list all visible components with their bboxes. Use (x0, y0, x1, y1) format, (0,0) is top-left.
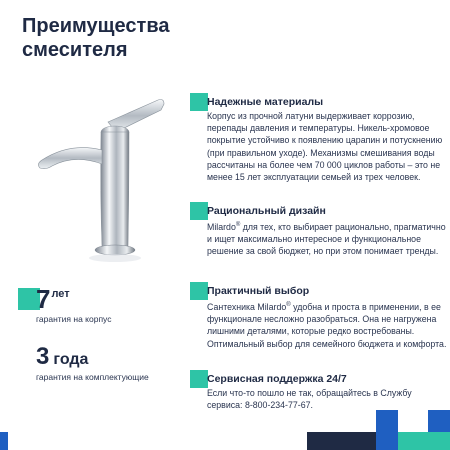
warranty-parts-item (18, 342, 178, 386)
feature-title: Надежные материалы (207, 96, 324, 108)
warranty-number: 7 (36, 284, 51, 314)
warranty-description: гарантия на корпус (36, 314, 112, 324)
feature-body-brand: Milardo (207, 221, 236, 232)
feature-title: Рациональный дизайн (207, 205, 326, 217)
page-title-line-1: Преимущества (22, 15, 170, 37)
page-title-line-2: смесителя (22, 39, 128, 61)
warranty-number: 3 (36, 343, 50, 370)
accent-square-icon (190, 202, 208, 220)
registered-mark: ® (235, 222, 241, 228)
accent-square-icon (190, 93, 208, 111)
warranty-description: гарантия на комплектующие (36, 372, 149, 382)
accent-square-icon (190, 282, 208, 300)
feature-title: Сервисная поддержка 24/7 (207, 373, 347, 385)
decor-block (376, 410, 398, 450)
decor-block (398, 432, 450, 450)
faucet-icon (30, 82, 170, 267)
feature-body: Если что-то пошло не так, обращайтесь в Службу сервиса: 8-800-234-77-67. (207, 388, 412, 411)
decor-block (0, 432, 8, 450)
accent-square-icon (190, 370, 208, 388)
warranty-value (36, 284, 70, 314)
page-title (22, 14, 169, 62)
registered-mark: ® (286, 302, 291, 308)
warranty-body-item (18, 284, 178, 328)
feature-body: Корпус из прочной латуни выдерживает коррозию, перепады давления и температуры. Никель-хромовое покрытие устойчиво к появлению царапин и потускнению (при правильном уходе). Механизмы смешивания воды рассчитаны на более чем 70 000 циклов работы – это не менее 15 лет эксплуатации семьей из трех человек. (207, 111, 443, 183)
warranty-value (36, 342, 88, 375)
feature-body-text: удобна и проста в применении, в ее функционале несложно разобраться. Она не нагружена лишними деталями, которые редко востребованы. Оптимальный выбор для семейного бюджета и комфорта. (207, 301, 447, 349)
feature-title: Практичный выбор (207, 285, 310, 297)
feature-body-text: для тех, кто выбирает рационально, прагматично и ищет максимально интересное и функциональное решение за свой бюджет, но при этом понимает тренды. (207, 221, 446, 257)
feature-body (207, 299, 447, 350)
warranty-unit: года (53, 351, 89, 368)
feature-body-brand: Сантехника Milardo (207, 301, 287, 312)
warranty-unit: лет (51, 288, 70, 300)
decor-block (307, 432, 376, 450)
warranty-block (18, 284, 178, 386)
decor-block (428, 410, 450, 432)
feature-body (207, 219, 447, 258)
